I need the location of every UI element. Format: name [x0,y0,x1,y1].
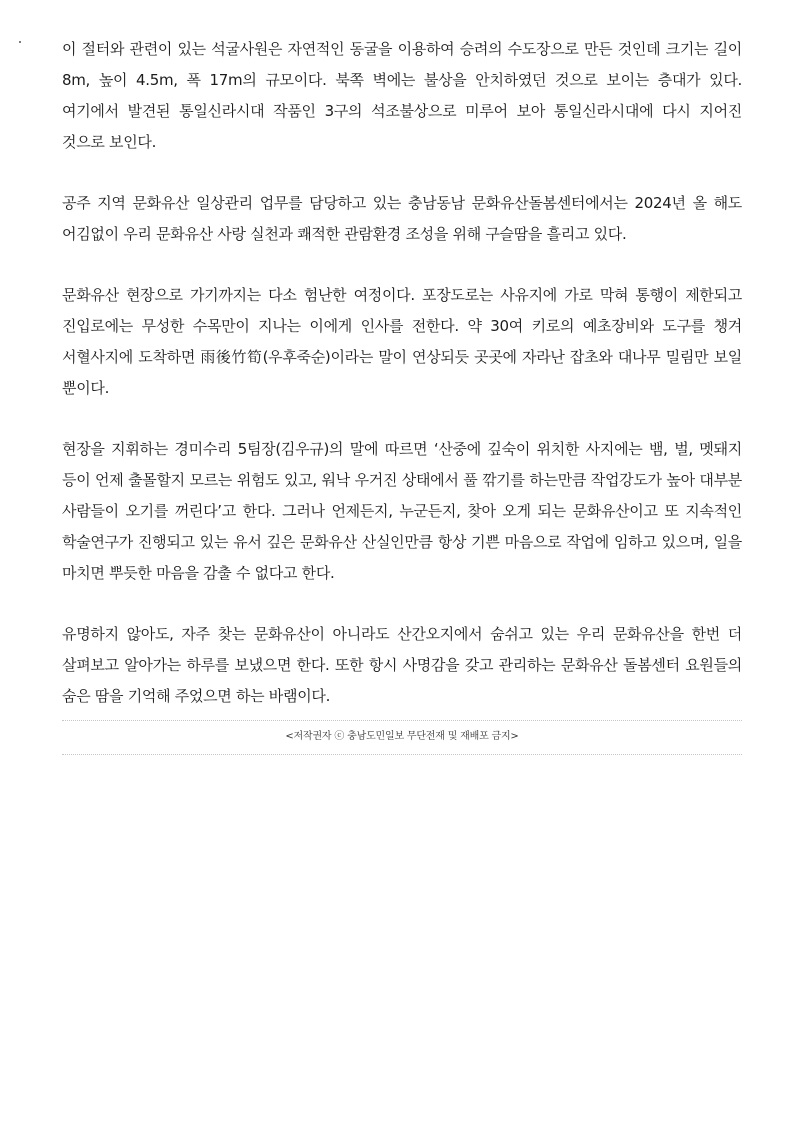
article-body [62,34,742,755]
footer-divider-top [62,720,742,721]
article-paragraph-3: 문화유산 현장으로 가기까지는 다소 험난한 여정이다. 포장도로는 사유지에 가로 막혀 통행이 제한되고 진입로에는 무성한 수목만이 지나는 이에게 인사를 전한다. 약 30여 키로의 예초장비와 도구를 챙겨 서혈사지에 도착하면 雨後竹筍(우후죽순)이라는 말이 연상되듯 곳곳에 자라난 잡초와 대나무 밀림만 보일 뿐이다. [62,286,742,397]
article-paragraph-1: 이 절터와 관련이 있는 석굴사원은 자연적인 동굴을 이용하여 승려의 수도장으로 만든 것인데 크기는 길이 8m, 높이 4.5m, 폭 17m의 규모이다. 북쪽 벽에는 불상을 안치하였던 것으로 보이는 층대가 있다. 여기에서 발견된 통일신라시대 작품인 3구의 석조불상으로 미루어 보아 통일신라시대에 다시 지어진 것으로 보인다. [62,40,742,151]
article-paragraph-5: 유명하지 않아도, 자주 찾는 문화유산이 아니라도 산간오지에서 숨쉬고 있는 우리 문화유산을 한번 더 살펴보고 알아가는 하루를 보냈으면 한다. 또한 항시 사명감을 갖고 관리하는 문화유산 돌봄센터 요원들의 숨은 땀을 기억해 주었으면 하는 바램이다. [62,625,742,705]
copyright-notice: <저작권자 ⓒ 충남도민일보 무단전재 및 재배포 금지> [285,731,519,742]
article-paragraph-2: 공주 지역 문화유산 일상관리 업무를 담당하고 있는 충남동남 문화유산돌봄센터에서는 2024년 올 해도 어김없이 우리 문화유산 사랑 실천과 쾌적한 관람환경 조성을 위해 구슬땀을 흘리고 있다. [62,194,742,243]
article-paragraph-4: 현장을 지휘하는 경미수리 5팀장(김우규)의 말에 따르면 ‘산중에 깊숙이 위치한 사지에는 뱀, 벌, 멧돼지 등이 언제 출몰할지 모르는 위험도 있고, 워낙 우거진 상태에서 풀 깎기를 하는만큼 작업강도가 높아 대부분 사람들이 오기를 꺼린다’고 한다. 그러나 언제든지, 누군든지, 찾아 오게 되는 문화유산이고 또 지속적인 학술연구가 진행되고 있는 유서 깊은 문화유산 산실인만큼 항상 기쁜 마음으로 작업에 임하고 있으며, 일을 마치면 뿌듯한 마음을 감출 수 없다고 한다. [62,440,742,582]
footer-divider-bottom [62,754,742,755]
scan-speck [19,41,21,43]
